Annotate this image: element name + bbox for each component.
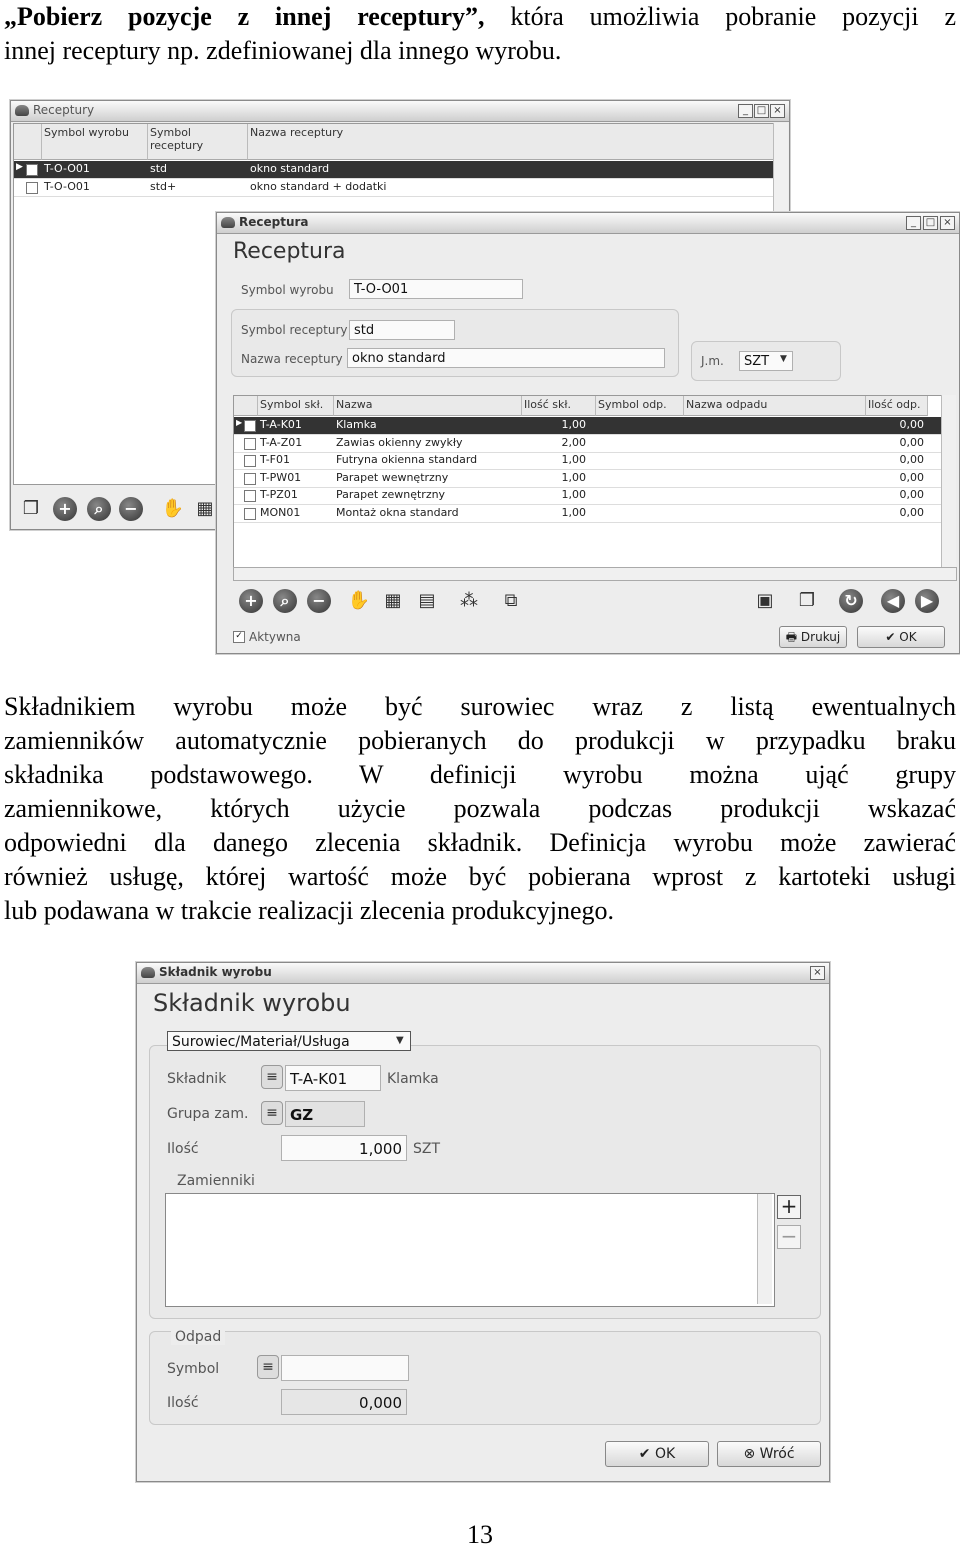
receptura-titlebar [217,213,959,234]
row-checkbox[interactable] [244,438,256,450]
page-number: 13 [467,1520,493,1549]
chevron-down-icon[interactable]: ▼ [396,1035,404,1046]
row-checkbox[interactable] [26,182,38,194]
receptura-heading: Receptura [233,239,346,264]
jm-label: J.m. [701,354,724,368]
cell-symbol-wyrobu: T-O-O01 [44,180,90,193]
col-ilosc-odp[interactable]: Ilość odp. [866,396,928,416]
drukuj-button[interactable] [779,626,847,648]
cell-ilosc-odp: 0,00 [899,506,924,519]
intro-line-1 [4,0,956,34]
skladniki-scrollbar[interactable] [941,395,956,567]
symbol-wyrobu-label: Symbol wyrobu [241,283,334,297]
grid-corner [14,124,42,160]
cell-nazwa: Parapet wewnętrzny [336,470,449,484]
receptury-titlebar [11,101,789,122]
row-pointer-icon: ▶ [16,162,23,172]
cell-ilosc: 1,00 [561,506,586,519]
row-checkbox[interactable] [244,508,256,520]
save-icon[interactable]: ▣ [756,590,774,611]
intro-bold: „Pobierz pozycje z innej receptury”, [4,2,485,31]
checkmark-icon: ✔ [638,1446,655,1462]
minimize-icon[interactable]: _ [906,216,921,230]
minimize-icon[interactable]: _ [738,104,753,118]
ok-button[interactable] [605,1441,709,1467]
cancel-icon: ⊗ [743,1446,760,1462]
lookup-icon[interactable]: ≡ [261,1101,283,1125]
cell-ilosc: 1,00 [561,488,586,502]
previous-icon[interactable]: ◀ [881,589,905,613]
window-app-icon [15,105,29,116]
ok-button[interactable] [857,626,945,648]
skladnik-field[interactable]: T-A-K01 [285,1065,381,1091]
odpad-symbol-field[interactable] [281,1355,409,1381]
close-icon[interactable]: × [770,104,785,118]
intro-rest: która umożliwia pobranie pozycji z [510,2,957,31]
cell-symbol: T-A-K01 [260,418,302,431]
paragraph-line: składnika podstawowego. W definicji wyrobu można ująć grupy [4,760,956,789]
paragraph-line: odpowiedni dla danego zlecenia składnik. Definicja wyrobu może zawierać [4,828,956,857]
add-icon[interactable]: + [239,589,263,613]
odpad-ilosc-label: Ilość [167,1395,199,1411]
col-symbol-receptury[interactable]: Symbol receptury [148,124,248,160]
symbol-receptury-field[interactable]: std [349,320,455,340]
cell-ilosc-odp: 0,00 [899,488,924,502]
cell-nazwa: Klamka [336,418,377,431]
aktywna-checkbox[interactable]: ✓ [233,631,245,643]
ilosc-label: Ilość [167,1141,199,1157]
col-nazwa-receptury[interactable]: Nazwa receptury [248,124,774,160]
wroc-label: Wróć [759,1446,795,1462]
paragraph-line: Składnikiem wyrobu może być surowiec wraz z listą ewentualnych [4,692,956,721]
minus-icon[interactable]: − [777,1225,801,1249]
skladniki-grid [233,395,943,569]
cell-ilosc: 2,00 [561,435,586,449]
receptury-title: Receptury [33,103,95,117]
window-app-icon [221,217,235,228]
table-row[interactable] [234,487,942,505]
intro-line-2: innej receptury np. zdefiniowanej dla innego wyrobu. [4,36,562,65]
cell-ilosc: 1,00 [561,453,586,467]
horizontal-scrollbar[interactable] [233,567,957,581]
wroc-button[interactable] [717,1441,821,1467]
checkmark-icon: ✔ [885,630,900,644]
row-pointer-icon: ▶ [236,418,243,427]
copy-icon[interactable]: ❐ [798,590,816,611]
ilosc-unit: SZT [413,1141,441,1157]
cell-symbol-receptury: std+ [150,180,177,193]
grupa-zam-label: Grupa zam. [167,1106,249,1122]
zamienniki-list[interactable] [165,1193,775,1307]
skladnik-label: Składnik [167,1071,227,1087]
jm-select[interactable]: SZT [739,351,793,371]
components-icon[interactable]: ⁂ [460,590,478,611]
table-row[interactable] [234,470,942,488]
skladnik-heading: Składnik wyrobu [153,989,351,1017]
cell-symbol-wyrobu: T-O-O01 [44,162,90,175]
cell-ilosc-odp: 0,00 [899,435,924,449]
row-checkbox[interactable] [26,164,38,176]
col-nazwa[interactable]: Nazwa [334,396,522,416]
symbol-wyrobu-field[interactable]: T-O-O01 [349,279,523,299]
cell-nazwa-receptury: okno standard + dodatki [250,180,387,193]
handshake-icon[interactable]: ✋ [161,498,185,519]
zamienniki-label: Zamienniki [177,1173,255,1189]
cell-ilosc-odp: 0,00 [899,470,924,484]
row-checkbox[interactable] [244,420,256,432]
plus-icon[interactable]: + [777,1195,801,1219]
cell-nazwa: Zawias okienny zwykły [336,435,463,449]
row-checkbox[interactable] [244,455,256,467]
remove-icon[interactable]: − [119,497,143,521]
cell-symbol: MON01 [260,506,301,519]
paragraph-line: zamiennikowe, których użycie pozwala podczas produkcji wskazać [4,794,956,823]
symbol-label: Symbol [167,1361,220,1377]
receptura-window [216,212,960,654]
maximize-icon[interactable]: □ [754,104,769,118]
close-icon[interactable]: × [810,966,825,980]
building-icon[interactable]: ▦ [196,498,214,519]
grupa-zam-field[interactable]: GZ [285,1101,365,1127]
drukuj-label: Drukuj [800,630,841,644]
nazwa-receptury-field[interactable]: okno standard [347,348,665,368]
grid-corner [234,396,258,416]
printer-icon: 🖶 [785,630,801,644]
table-row[interactable] [14,161,774,179]
cell-symbol: T-F01 [260,453,291,467]
intro-paragraph [4,0,956,68]
window-app-icon [141,967,155,978]
chevron-down-icon[interactable]: ▼ [780,354,787,364]
aktywna-label: Aktywna [249,630,301,644]
col-symbol-skl[interactable]: Symbol skł. [258,396,334,416]
add-icon[interactable]: + [53,497,77,521]
type-select[interactable]: Surowiec/Materiał/Usługa [167,1031,411,1051]
cell-nazwa: Montaż okna standard [336,506,459,519]
skladnik-title: Składnik wyrobu [159,965,272,979]
paragraph-line: również usługę, której wartość może być pobierana wprost z kartoteki usługi [4,862,956,891]
row-checkbox[interactable] [244,490,256,502]
skladnik-titlebar [137,963,829,984]
maximize-icon[interactable]: □ [923,216,938,230]
cell-nazwa-receptury: okno standard [250,162,330,175]
handshake-icon[interactable]: ✋ [347,590,371,611]
cell-symbol: T-PW01 [260,470,302,484]
col-nazwa-odpadu[interactable]: Nazwa odpadu [684,396,866,416]
col-symbol-odp[interactable]: Symbol odp. [596,396,684,416]
table-row[interactable] [14,179,774,197]
import-icon[interactable]: ⧉ [504,590,518,611]
zoom-icon[interactable]: ⌕ [273,589,297,613]
calculator-icon[interactable]: ▤ [418,590,436,611]
zoom-icon[interactable]: ⌕ [87,497,111,521]
nazwa-receptury-label: Nazwa receptury [241,352,343,366]
ok-label: OK [654,1446,676,1462]
next-icon[interactable]: ▶ [915,589,939,613]
cell-nazwa: Futryna okienna standard [336,453,478,467]
table-row[interactable] [234,452,942,470]
row-checkbox[interactable] [244,473,256,485]
col-ilosc-skl[interactable]: Ilość skł. [522,396,596,416]
symbol-receptury-label: Symbol receptury [241,323,348,337]
odpad-ilosc-field[interactable]: 0,000 [281,1389,407,1415]
ok-label: OK [899,630,917,644]
odpad-group [149,1331,821,1425]
cell-ilosc-odp: 0,00 [899,453,924,467]
receptura-title: Receptura [239,215,309,229]
cell-ilosc: 1,00 [561,418,586,431]
cell-ilosc-odp: 0,00 [899,418,924,431]
col-symbol-wyrobu[interactable]: Symbol wyrobu [42,124,148,160]
copy-icon[interactable]: ❐ [22,498,40,519]
paragraph-line: zamienników automatycznie pobieranych do produkcji w przypadku braku [4,726,956,755]
table-row[interactable] [234,417,942,435]
refresh-icon[interactable]: ↻ [839,589,863,613]
description-paragraph [4,690,956,928]
remove-icon[interactable]: − [307,589,331,613]
paragraph-last-line: lub podawana w trakcie realizacji zlecenia produkcyjnego. [4,896,614,925]
cell-nazwa: Parapet zewnętrzny [336,488,446,502]
odpad-label: Odpad [171,1329,225,1345]
cell-symbol: T-A-Z01 [260,435,303,449]
zamienniki-scrollbar[interactable] [757,1194,772,1304]
skladnik-window [136,962,830,1482]
table-row[interactable] [234,505,942,523]
table-row[interactable] [234,435,942,453]
ilosc-field[interactable]: 1,000 [281,1135,407,1161]
lookup-icon[interactable]: ≡ [261,1065,283,1089]
skladnik-name: Klamka [387,1071,439,1087]
close-icon[interactable]: × [940,216,955,230]
cell-symbol-receptury: std [150,162,168,175]
cell-symbol: T-PZ01 [260,488,298,502]
building-icon[interactable]: ▦ [384,590,402,611]
cell-ilosc: 1,00 [561,470,586,484]
lookup-icon[interactable]: ≡ [257,1355,279,1379]
